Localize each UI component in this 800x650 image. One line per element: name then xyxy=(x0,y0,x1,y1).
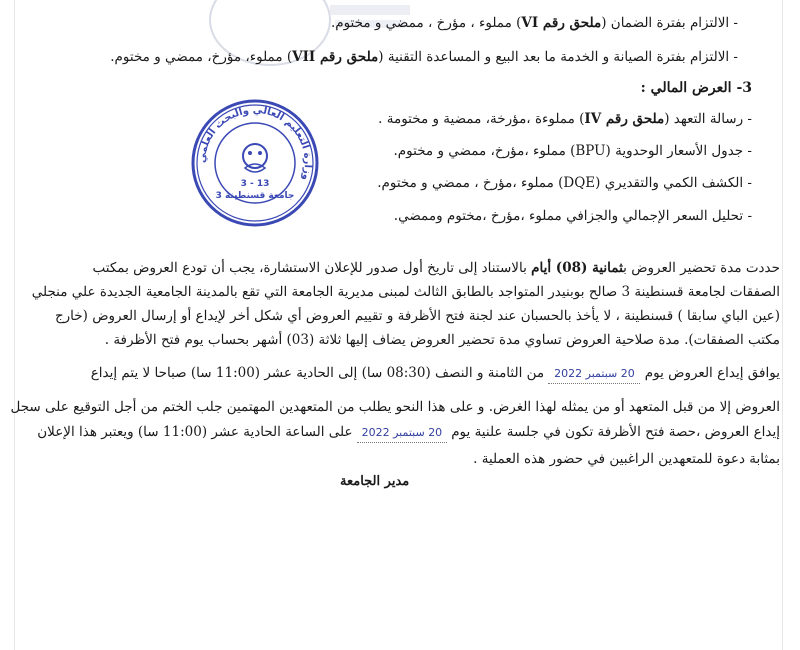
deposit-date-line-2: العروض إلا من قبل المتعهد أو من يمثله لهذا الغرض. و على هذا النحو يطلب من المتعهدين المهتمين جلب الختم من أجل التوقيع على سجل xyxy=(10,399,780,415)
financial-offer-heading: 3- العرض المالي : xyxy=(640,80,752,96)
bpu-item: - جدول الأسعار الوحدوية (BPU) مملوء ،مؤرخ، ممضي و مختوم. xyxy=(393,143,752,159)
handwritten-opening-date: 20 سبتمبر 2022 xyxy=(357,424,447,443)
stamp-ring-text: وزارة التعليم العالي والبحث العلمي xyxy=(196,104,314,182)
commitment-letter-item: - رسالة التعهد (ملحق رقم IV) مملوءة ،مؤرخة، ممضية و مختومة . xyxy=(378,111,752,127)
emblem-icon xyxy=(243,144,267,172)
offer-preparation-line-4: مكتب الصفقات). مدة صلاحية العروض تساوي مدة تحضير العروض يضاف إليها ثلاثة (03) أشهر بحساب يوم فتح الأظرفة . xyxy=(104,332,780,348)
dqe-item: - الكشف الكمي والتقديري (DQE) مملوء ،مؤرخ ، ممضي و مختوم. xyxy=(377,175,752,191)
university-director-signature: مدير الجامعة xyxy=(340,474,410,489)
deposit-date-line-1: يوافق إيداع العروض يوم 20 سبتمبر 2022 من الثامنة و النصف (08:30 سا) إلى الحادية عشر (11:00 سا) صباحا لا يتم إيداع xyxy=(91,364,780,384)
opening-session-line: إيداع العروض ،حصة فتح الأظرفة تكون في جلسة علنية يوم 20 سبتمبر 2022 على الساعة الحادية عشر (11:00 سا) ويعتبر هذا الإعلان xyxy=(37,423,780,443)
price-analysis-item: - تحليل السعر الإجمالي والجزافي مملوء ،مؤرخ ،مختوم وممضي. xyxy=(393,208,752,224)
university-official-stamp xyxy=(190,98,320,228)
stamp-center-number: 3 - 13 xyxy=(240,179,270,189)
guarantee-requirement-line: - الالتزام بفترة الضمان (ملحق رقم VI) مملوء ، مؤرخ ، ممضي و مختوم. xyxy=(330,15,738,31)
maintenance-requirement-line: - الالتزام بفترة الصيانة و الخدمة ما بعد البيع و المساعدة التقنية (ملحق رقم VII) مملوء، مؤرخ، ممضي و مختوم. xyxy=(110,49,738,65)
offer-preparation-line-1: حددت مدة تحضير العروض بثمانية (08) أيام بالاستناد إلى تاريخ أول صدور للإعلان الاستشارة، يجب أن تودع العروض بمكتب xyxy=(92,260,780,276)
invitation-line: بمثابة دعوة للمتعهدين الراغبين في حضور هذه العملية . xyxy=(473,451,780,467)
offer-preparation-line-2: الصفقات لجامعة قسنطينة 3 صالح بوبنيدر المتواجد بالطابق الثالث لمبنى مديرية الجامعة التي تقع بالمدينة الجامعية الجديدة علي منجلي xyxy=(31,284,780,300)
offer-preparation-line-3: (عين الباي سابقا ) قسنطينة ، لا يأخذ بالحسبان عند لجنة فتح الأظرفة و تقييم العروض أي شكل أخر لإيداع أو إرسال العروض (خارج xyxy=(54,308,780,324)
stamp-university-name: جامعة قسنطينة 3 xyxy=(215,191,295,201)
handwritten-deposit-date: 20 سبتمبر 2022 xyxy=(548,365,640,384)
scan-edge-right xyxy=(782,0,783,650)
scan-edge-left xyxy=(14,0,15,650)
